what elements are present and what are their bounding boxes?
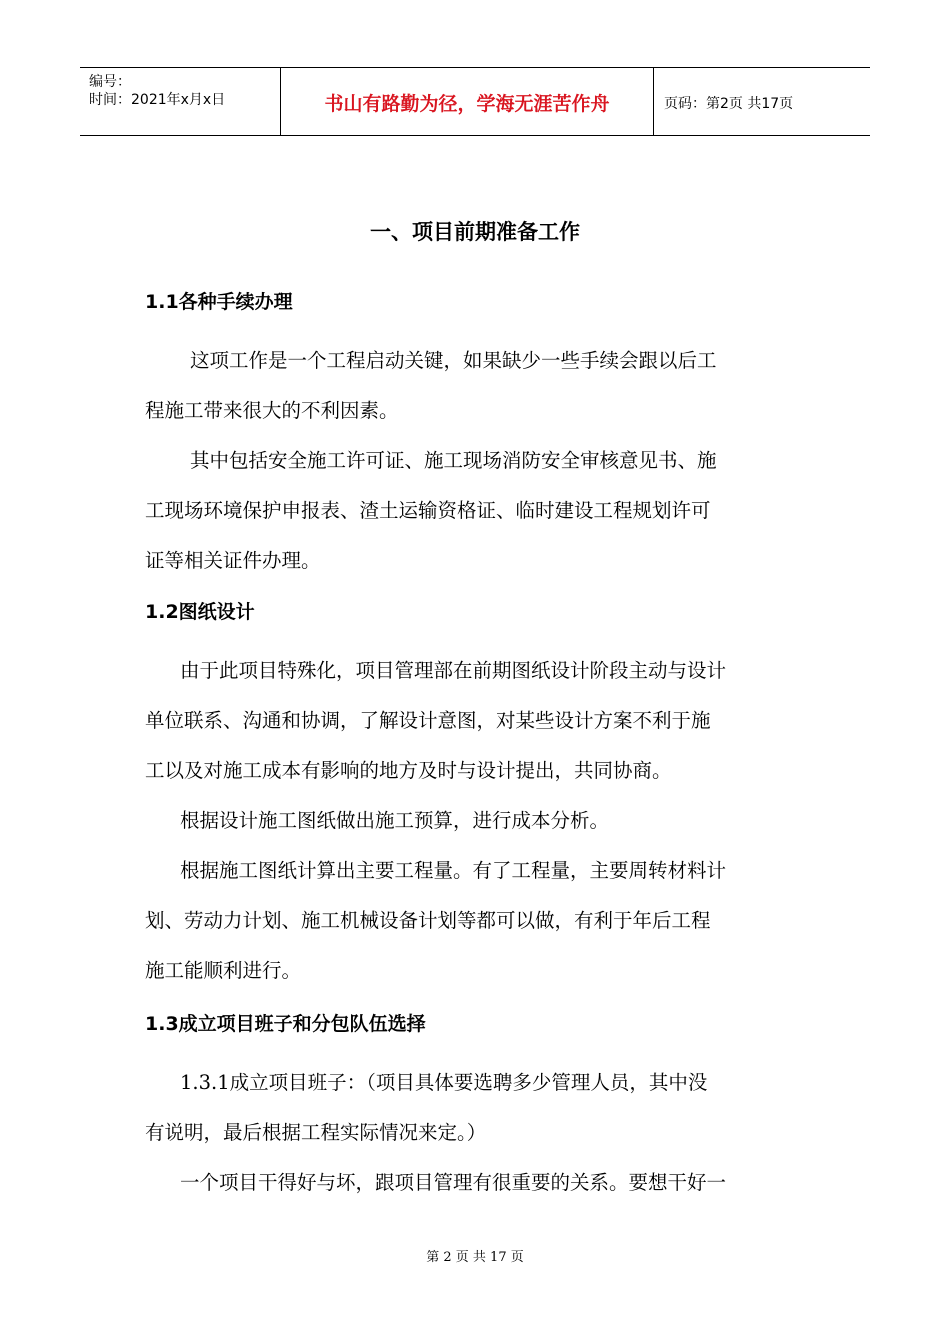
text-line: 证等相关证件办理。 <box>145 549 321 572</box>
paragraph-1-2-a <box>145 646 810 796</box>
paragraph-1-1-a <box>145 336 810 436</box>
text-line: 单位联系、沟通和协调，了解设计意图，对某些设计方案不利于施 <box>145 709 711 732</box>
header-page-info: 页码：第2页 共17页 <box>664 95 794 112</box>
text-line: 1.3.1成立项目班子：（项目具体要选聘多少管理人员，其中没 <box>180 1071 708 1094</box>
text-line: 程施工带来很大的不利因素。 <box>145 399 399 422</box>
text-line: 由于此项目特殊化，项目管理部在前期图纸设计阶段主动与设计 <box>180 659 727 682</box>
section-heading-1-3: 1.3成立项目班子和分包队伍选择 <box>145 1013 426 1035</box>
paragraph-1-2-b <box>145 796 810 846</box>
text-line: 其中包括安全施工许可证、施工现场消防安全审核意见书、施 <box>190 449 717 472</box>
paragraph-1-2-c <box>145 846 810 996</box>
text-line: 施工能顺利进行。 <box>145 959 302 982</box>
document-header <box>80 67 870 136</box>
text-line: 有说明，最后根据工程实际情况来定。） <box>145 1121 487 1144</box>
section-heading-1-2: 1.2图纸设计 <box>145 601 255 623</box>
text-line: 划、劳动力计划、施工机械设备计划等都可以做，有利于年后工程 <box>145 909 711 932</box>
paragraph-1-3-b <box>145 1158 810 1208</box>
text-line: 根据施工图纸计算出主要工程量。有了工程量，主要周转材料计 <box>180 859 727 882</box>
header-time-label: 时间：2021年x月x日 <box>89 92 226 108</box>
text-line: 根据设计施工图纸做出施工预算，进行成本分析。 <box>180 809 610 832</box>
section-heading-1-1: 1.1各种手续办理 <box>145 291 293 313</box>
text-line: 一个项目干得好与坏，跟项目管理有很重要的关系。要想干好一 <box>180 1171 727 1194</box>
page-footer: 第 2 页 共 17 页 <box>426 1250 524 1265</box>
text-line: 这项工作是一个工程启动关键，如果缺少一些手续会跟以后工 <box>190 349 717 372</box>
paragraph-1-3-a <box>145 1058 810 1158</box>
header-motto: 书山有路勤为径，学海无涯苦作舟 <box>281 68 654 135</box>
text-line: 工现场环境保护申报表、渣土运输资格证、临时建设工程规划许可 <box>145 499 711 522</box>
header-meta-cell <box>80 68 281 135</box>
text-line: 工以及对施工成本有影响的地方及时与设计提出，共同协商。 <box>145 759 672 782</box>
document-title: 一、项目前期准备工作 <box>370 220 580 244</box>
paragraph-1-1-b <box>145 436 810 586</box>
header-number-label: 编号： <box>89 74 131 90</box>
